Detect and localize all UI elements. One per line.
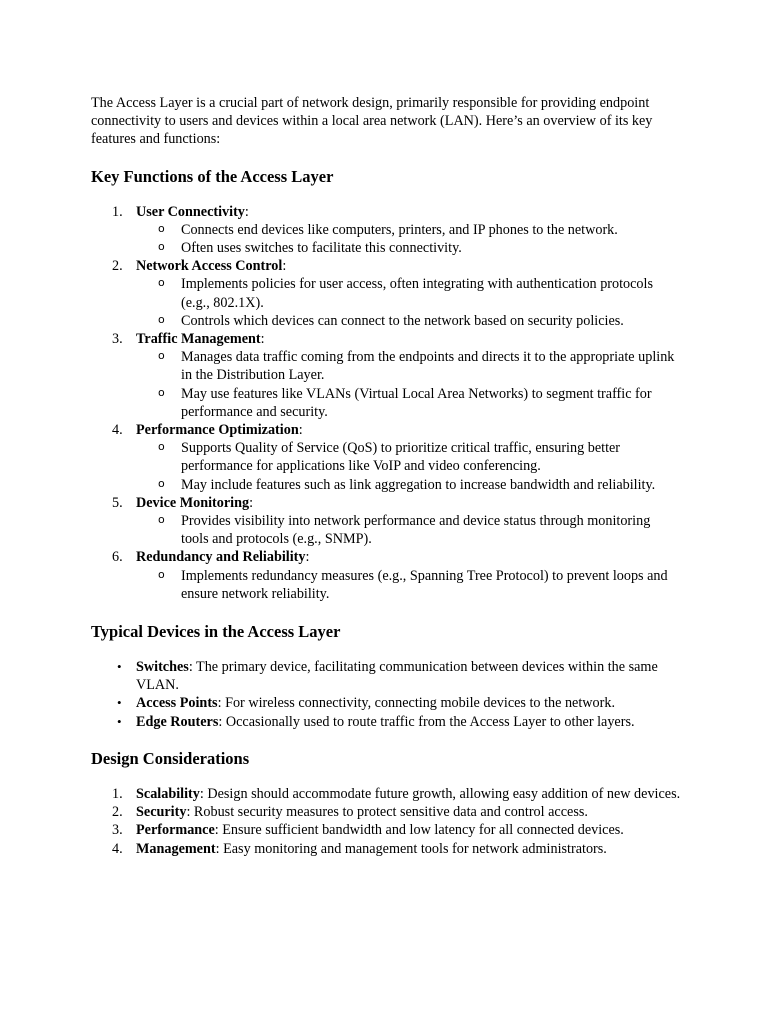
document-body [91, 94, 681, 858]
device-title: Edge Routers [136, 713, 219, 730]
key-function-title: Redundancy and Reliability [136, 549, 306, 566]
design-description: : Robust security measures to protect sensitive data and control access. [186, 804, 588, 821]
design-description: : Design should accommodate future growth, allowing easy addition of new devices. [199, 785, 681, 802]
device-description: : Occasionally used to route traffic from the Access Layer to other layers. [218, 713, 635, 730]
device-description: : For wireless connectivity, connecting mobile devices to the network. [217, 695, 615, 712]
key-function-item [91, 330, 681, 421]
detail-item [136, 439, 681, 475]
list-number: 4. [112, 422, 123, 439]
list-number: 1. [112, 203, 123, 220]
detail-text: Connects end devices like computers, printers, and IP phones to the network. [181, 221, 618, 238]
key-function-details [136, 439, 681, 494]
circle-bullet: o [158, 312, 165, 326]
intro-paragraph: The Access Layer is a crucial part of network design, primarily responsible for providing endpoint connectivity to users and devices within a local area network (LAN). Here’s an overview of its key features and functions: [91, 95, 653, 148]
list-number: 6. [112, 549, 123, 566]
detail-text: Supports Quality of Service (QoS) to prioritize critical traffic, ensuring better performance for applications like VoIP and video conferencing. [181, 440, 621, 475]
circle-bullet: o [158, 240, 165, 254]
key-function-separator: : [260, 331, 265, 348]
bullet-dot: • [117, 713, 122, 729]
design-title: Scalability [136, 785, 200, 802]
heading-key-functions: Key Functions of the Access Layer [91, 166, 334, 186]
key-function-item [91, 494, 681, 549]
list-number: 5. [112, 494, 123, 511]
detail-item [136, 512, 681, 548]
design-description: : Ensure sufficient bandwidth and low latency for all connected devices. [214, 822, 624, 839]
key-function-title: Device Monitoring [136, 494, 250, 511]
list-number: 2. [112, 804, 123, 821]
detail-text: Controls which devices can connect to the network based on security policies. [181, 312, 624, 329]
detail-item [136, 275, 681, 311]
design-title: Performance [136, 822, 215, 839]
detail-item [136, 221, 681, 239]
detail-item [136, 312, 681, 330]
detail-item [136, 385, 681, 421]
circle-bullet: o [158, 276, 165, 290]
device-title: Switches [136, 659, 189, 676]
detail-text: Provides visibility into network performance and device status through monitoring tools and protocols (e.g., SNMP). [181, 513, 651, 548]
detail-item [136, 239, 681, 257]
heading-typical-devices: Typical Devices in the Access Layer [91, 622, 341, 642]
detail-text: May use features like VLANs (Virtual Local Area Networks) to segment traffic for performance and security. [181, 385, 652, 420]
key-function-item [91, 548, 681, 603]
design-title: Management [136, 840, 216, 857]
design-item [91, 803, 681, 821]
key-function-details [136, 512, 681, 548]
design-item [91, 785, 681, 803]
circle-bullet: o [158, 440, 165, 454]
bullet-dot: • [117, 659, 122, 675]
key-function-separator: : [244, 203, 249, 220]
key-function-details [136, 221, 681, 257]
key-functions-list [91, 203, 681, 603]
list-number: 3. [112, 822, 123, 839]
key-function-item [91, 421, 681, 494]
device-title: Access Points [136, 695, 218, 712]
key-function-title: User Connectivity [136, 203, 245, 220]
circle-bullet: o [158, 221, 165, 235]
key-function-details [136, 275, 681, 330]
detail-item [136, 567, 681, 603]
design-description: : Easy monitoring and management tools for network administrators. [215, 840, 607, 857]
circle-bullet: o [158, 349, 165, 363]
key-function-item [91, 257, 681, 330]
list-number: 2. [112, 258, 123, 275]
key-function-title: Traffic Management [136, 331, 261, 348]
circle-bullet: o [158, 385, 165, 399]
key-function-separator: : [282, 258, 287, 275]
device-item [91, 694, 681, 712]
device-item [91, 713, 681, 731]
key-function-title: Network Access Control [136, 258, 283, 275]
device-item [91, 658, 681, 694]
key-function-details [136, 567, 681, 603]
list-number: 4. [112, 840, 123, 857]
circle-bullet: o [158, 513, 165, 527]
list-number: 1. [112, 785, 123, 802]
detail-text: May include features such as link aggregation to increase bandwidth and reliability. [181, 476, 656, 493]
key-function-item [91, 203, 681, 258]
list-number: 3. [112, 331, 123, 348]
circle-bullet: o [158, 567, 165, 581]
heading-design-considerations: Design Considerations [91, 748, 250, 768]
key-function-separator: : [298, 422, 303, 439]
key-function-separator: : [249, 494, 254, 511]
detail-item [136, 476, 681, 494]
detail-text: Implements policies for user access, often integrating with authentication protocols (e.g., 802.1X). [181, 276, 653, 311]
detail-item [136, 348, 681, 384]
device-description: : The primary device, facilitating communication between devices within the same VLAN. [136, 659, 658, 694]
design-item [91, 821, 681, 839]
bullet-dot: • [117, 695, 122, 711]
detail-text: Manages data traffic coming from the endpoints and directs it to the appropriate uplink in the Distribution Layer. [181, 349, 675, 384]
design-considerations-list [91, 785, 681, 858]
typical-devices-list [91, 658, 681, 731]
circle-bullet: o [158, 476, 165, 490]
design-title: Security [136, 804, 187, 821]
key-function-separator: : [305, 549, 310, 566]
key-function-title: Performance Optimization [136, 422, 299, 439]
key-function-details [136, 348, 681, 421]
detail-text: Often uses switches to facilitate this connectivity. [181, 240, 462, 257]
detail-text: Implements redundancy measures (e.g., Spanning Tree Protocol) to prevent loops and ensure network reliability. [181, 567, 668, 602]
design-item [91, 840, 681, 858]
